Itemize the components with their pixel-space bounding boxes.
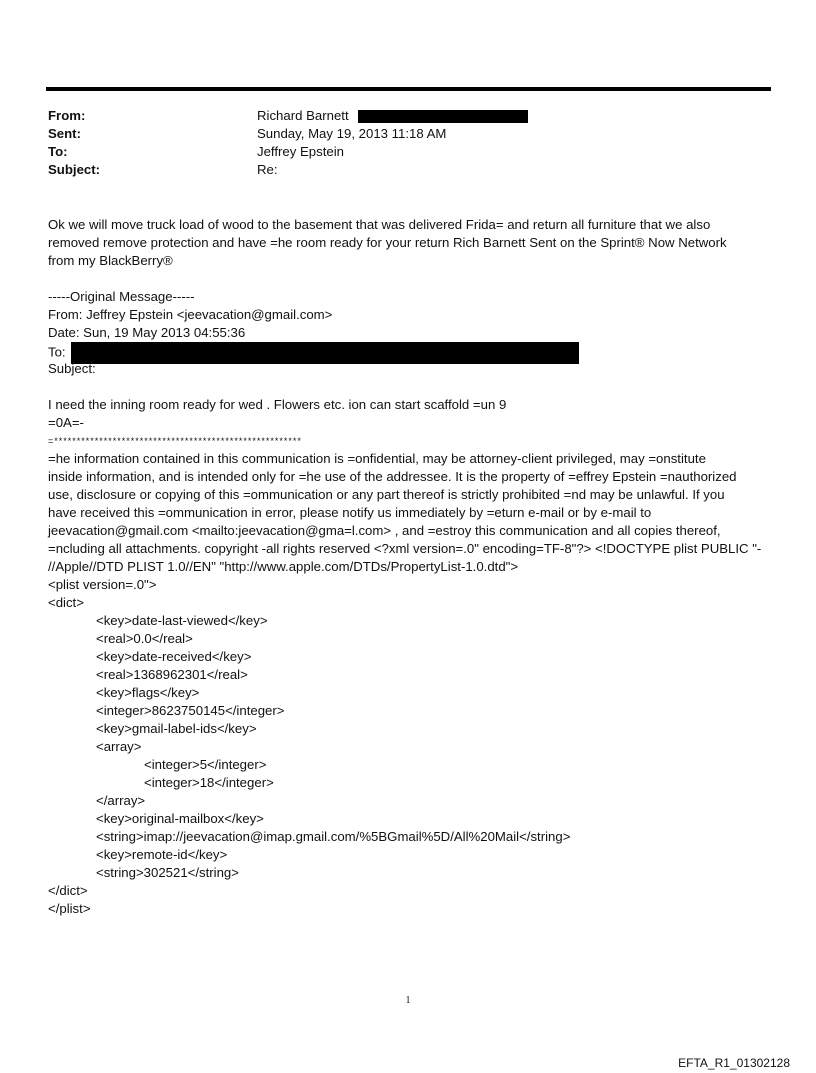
disclaimer-line: //Apple//DTD PLIST 1.0//EN" "http://www.apple.com/DTDs/PropertyList-1.0.dtd"> [48,559,519,574]
from-value [257,107,528,125]
to-value: Jeffrey Epstein [257,144,344,159]
reply-body [48,216,727,270]
disclaimer-line: use, disclosure or copying of this =ommunication or any part thereof is strictly prohibited =nd may be unlawful. If you [48,487,725,502]
separator-line: =******************************************************* [48,436,302,446]
plist-line: <key>remote-id</key> [96,847,228,862]
plist-line: <key>gmail-label-ids</key> [96,721,257,736]
plist-line: <string>imap://jeevacation@imap.gmail.com/%5BGmail%5D/All%20Mail</string> [96,829,571,844]
plist-line: </plist> [48,901,91,916]
email-header [48,107,528,179]
plist-line: <array> [96,739,142,754]
redaction-block [71,342,579,364]
plist-line: <integer>5</integer> [144,757,267,772]
top-rule [46,87,771,91]
from-label: From: [48,108,86,123]
plist-line: <key>flags</key> [96,685,200,700]
redaction-block [358,110,528,123]
original-to-row [48,342,579,360]
reply-line: from my BlackBerry® [48,253,173,268]
to-label: To: [48,144,68,159]
original-line: =0A=- [48,415,84,430]
plist-line: <real>0.0</real> [96,631,193,646]
plist-line: <key>date-received</key> [96,649,252,664]
subject-value: Re: [257,162,278,177]
disclaimer-line: inside information, and is intended only for =he use of the addressee. It is the property of =effrey Epstein =nauthorized [48,469,737,484]
reply-line: Ok we will move truck load of wood to the basement that was delivered Frida= and return all furniture that we also [48,217,711,232]
original-message-header [48,288,579,378]
plist-line: <string>302521</string> [96,865,239,880]
plist-line: <key>date-last-viewed</key> [96,613,268,628]
plist-line: <integer>8623750145</integer> [96,703,285,718]
plist-line: <plist version=.0"> [48,577,157,592]
sent-label: Sent: [48,126,81,141]
original-message-body [48,396,506,450]
original-subject: Subject: [48,361,96,376]
original-date: Date: Sun, 19 May 2013 04:55:36 [48,325,246,340]
disclaimer-line: jeevacation@gmail.com <mailto:jeevacation@gma=l.com> , and =estroy this communication and all copies thereof, [48,523,721,538]
subject-label: Subject: [48,162,101,177]
plist-line: </dict> [48,883,88,898]
plist-line: <key>original-mailbox</key> [96,811,264,826]
disclaimer-line: =he information contained in this communication is =onfidential, may be attorney-client privileged, may =onstitute [48,451,706,466]
disclaimer [48,450,761,576]
original-line: I need the inning room ready for wed . Flowers etc. ion can start scaffold =un 9 [48,397,507,412]
plist-line: <real>1368962301</real> [96,667,248,682]
original-to: To: [48,344,66,360]
plist-line: <dict> [48,595,84,610]
plist-block [48,576,570,918]
disclaimer-line: have received this =ommunication in error, please notify us immediately by =eturn e-mail or by e-mail to [48,505,652,520]
reply-line: removed remove protection and have =he room ready for your return Rich Barnett Sent on the Sprint® Now Network [48,235,727,250]
sent-value: Sunday, May 19, 2013 11:18 AM [257,126,447,141]
document-id: EFTA_R1_01302128 [678,1056,790,1070]
plist-line: </array> [96,793,146,808]
disclaimer-line: =ncluding all attachments. copyright -all rights reserved <?xml version=.0" encoding=TF-8"?> <!DOCTYPE plist PUBLIC "- [48,541,762,556]
original-title: -----Original Message----- [48,289,195,304]
from-name: Richard Barnett [257,108,349,123]
page-number: 1 [405,995,411,1006]
plist-line: <integer>18</integer> [144,775,274,790]
original-from: From: Jeffrey Epstein <jeevacation@gmail.com> [48,307,333,322]
